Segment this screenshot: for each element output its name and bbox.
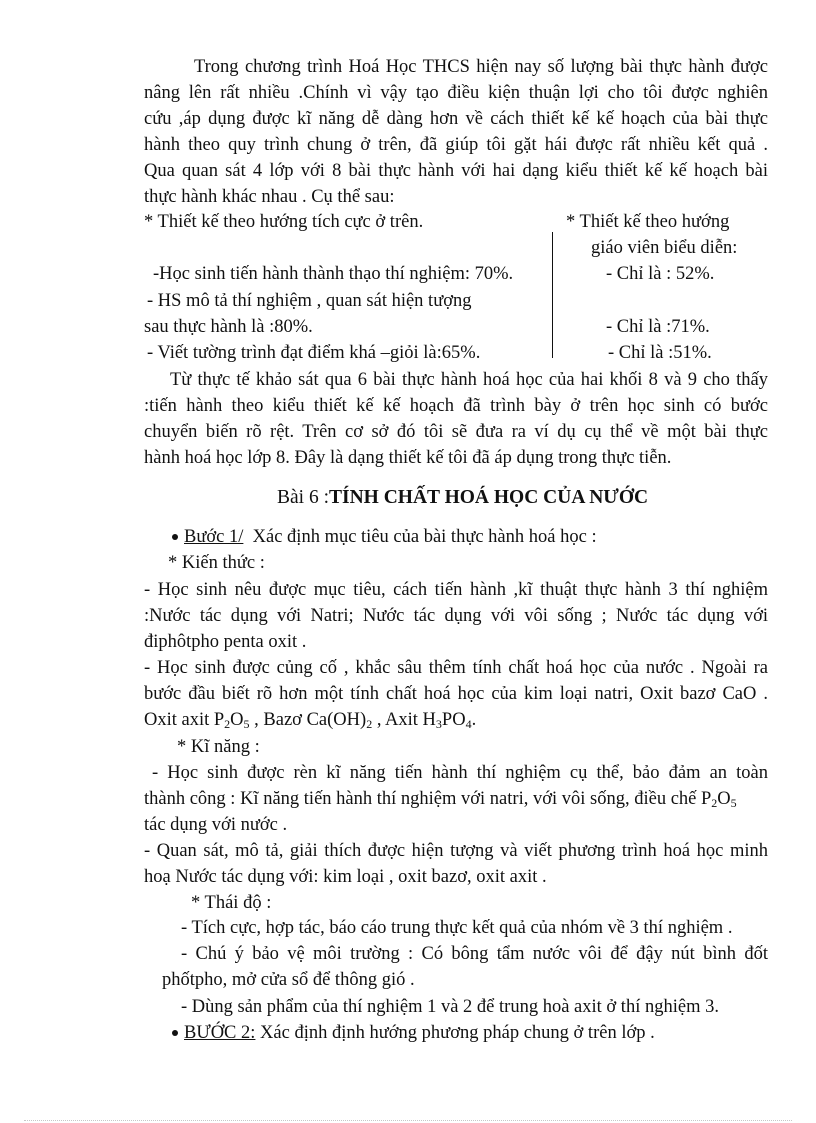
step2-label: BƯỚC 2:	[184, 1023, 256, 1043]
step2-text: Xác định định hướng phương pháp chung ở trên lớp .	[255, 1023, 655, 1043]
attitude-item-1: - Tích cực, hợp tác, báo cáo trung thực kết quả của nhóm về 3 thí nghiệm .	[181, 918, 733, 938]
step1-text: Xác định mục tiêu của bài thực hành hoá học :	[252, 527, 597, 547]
intro-line-3: cứu ,áp dụng được kĩ năng dễ dàng hơn về cách thiết kế kế hoạch của bài thực	[144, 109, 768, 129]
formula-text: , Axit H	[372, 710, 436, 730]
intro-line-1: Trong chương trình Hoá Học THCS hiện nay số lượng bài thực hành được	[194, 57, 768, 77]
compare-left-row-2a: - HS mô tả thí nghiệm , quan sát hiện tượng	[147, 291, 472, 311]
skills-p1-line-1: - Học sinh được rèn kĩ năng tiến hành thí nghiệm cụ thể, bảo đảm an toàn	[152, 763, 768, 783]
lesson-prefix: Bài 6 :	[277, 487, 329, 508]
formula-sub: 2	[711, 796, 718, 810]
compare-left-row-3: - Viết tường trình đạt điểm khá –giỏi là:65%.	[147, 343, 481, 363]
survey-line-2: :tiến hành theo kiểu thiết kế kế hoạch đã trình bày ở trên học sinh có bước	[144, 396, 768, 416]
lesson-name: TÍNH CHẤT HOÁ HỌC CỦA NƯỚC	[329, 487, 649, 508]
formula-text: PO	[441, 710, 466, 730]
knowledge-p2-line-2: bước đầu biết rõ hơn một tính chất hoá học của kim loại natri, Oxit bazơ CaO .	[144, 684, 768, 704]
formula-text: .	[471, 710, 477, 730]
knowledge-heading: * Kiến thức :	[168, 553, 265, 573]
knowledge-p2-line-1: - Học sinh được củng cố , khắc sâu thêm tính chất hoá học của nước . Ngoài ra	[144, 658, 768, 678]
compare-right-heading-b: giáo viên biểu diễn:	[591, 238, 738, 258]
survey-line-1: Từ thực tế khảo sát qua 6 bài thực hành hoá học của hai khối 8 và 9 cho thấy	[170, 370, 768, 390]
formula-text: O	[717, 789, 731, 809]
intro-line-4: hành theo quy trình chung ở trên, đã giúp tôi gặt hái được rất nhiều kết quả .	[144, 135, 768, 155]
bullet-icon	[172, 1030, 178, 1036]
attitude-item-3: - Dùng sản phẩm của thí nghiệm 1 và 2 để trung hoà axit ở thí nghiệm 3.	[181, 997, 719, 1017]
formula-text: thành công : Kĩ năng tiến hành thí nghiệm với natri, với vôi sống, điều chế P	[144, 789, 712, 809]
attitude-item-2-line-2: phốtpho, mở cửa sổ để thông gió .	[162, 970, 415, 990]
formula-sub: 2	[366, 717, 373, 731]
bullet-icon	[172, 534, 178, 540]
formula-text: , Bazơ Ca(OH)	[249, 710, 367, 730]
compare-right-row-2: - Chỉ là :71%.	[606, 317, 710, 337]
knowledge-p1-line-2: :Nước tác dụng với Natri; Nước tác dụng với vôi sống ; Nước tác dụng với	[144, 606, 768, 626]
formula-sub: 5	[243, 717, 250, 731]
formula-sub: 2	[224, 717, 231, 731]
column-divider	[552, 232, 553, 358]
skills-heading: * Kĩ năng :	[177, 737, 260, 757]
compare-right-row-3: - Chỉ là :51%.	[608, 343, 712, 363]
compare-left-row-1: -Học sinh tiến hành thành thạo thí nghiệm: 70%.	[153, 264, 514, 284]
knowledge-p1-line-1: - Học sinh nêu được mục tiêu, cách tiến hành ,kĩ thuật thực hành 3 thí nghiệm	[144, 580, 768, 600]
page-bottom-rule	[24, 1120, 792, 1121]
attitude-heading: * Thái độ :	[191, 893, 272, 913]
compare-right-heading-a: * Thiết kế theo hướng	[566, 212, 730, 232]
lesson-title	[277, 485, 648, 511]
skills-p1-line-3: tác dụng với nước .	[144, 815, 288, 835]
intro-line-6: thực hành khác nhau . Cụ thể sau:	[144, 187, 395, 207]
formula-sub: 5	[730, 796, 737, 810]
step1-line	[172, 524, 597, 550]
step2-line	[172, 1020, 655, 1046]
formula-text: O	[230, 710, 244, 730]
compare-left-row-2b: sau thực hành là :80%.	[144, 317, 313, 337]
formula-text: Oxit axit P	[144, 710, 225, 730]
formula-sub: 4	[465, 717, 472, 731]
formula-sub: 3	[435, 717, 442, 731]
survey-line-4: hành hoá học lớp 8. Đây là dạng thiết kế tôi đã áp dụng trong thực tiễn.	[144, 448, 672, 468]
attitude-item-2-line-1: - Chú ý bảo vệ môi trường : Có bông tẩm nước vôi để đậy nút bình đốt	[181, 944, 768, 964]
skills-p2-line-1: - Quan sát, mô tả, giải thích được hiện tượng và viết phương trình hoá học minh	[144, 841, 768, 861]
compare-right-row-1: - Chỉ là : 52%.	[606, 264, 715, 284]
survey-line-3: chuyển biến rõ rệt. Trên cơ sở đó tôi sẽ đưa ra ví dụ cụ thể về một bài thực	[144, 422, 768, 442]
skills-p1-line-2	[144, 786, 737, 812]
intro-line-5: Qua quan sát 4 lớp với 8 bài thực hành với hai dạng kiểu thiết kế kế hoạch bài	[144, 161, 768, 181]
intro-line-2: nâng lên rất nhiều .Chính vì vậy tạo điều kiện thuận lợi cho tôi được nghiên	[144, 83, 768, 103]
skills-p2-line-2: hoạ Nước tác dụng với: kim loại , oxit bazơ, oxit axit .	[144, 867, 547, 887]
knowledge-p1-line-3: điphôtpho penta oxit .	[144, 632, 307, 652]
knowledge-p2-line-3	[144, 707, 476, 733]
step1-label: Bước 1/	[184, 527, 244, 547]
compare-left-heading: * Thiết kế theo hướng tích cực ở trên.	[144, 212, 424, 232]
